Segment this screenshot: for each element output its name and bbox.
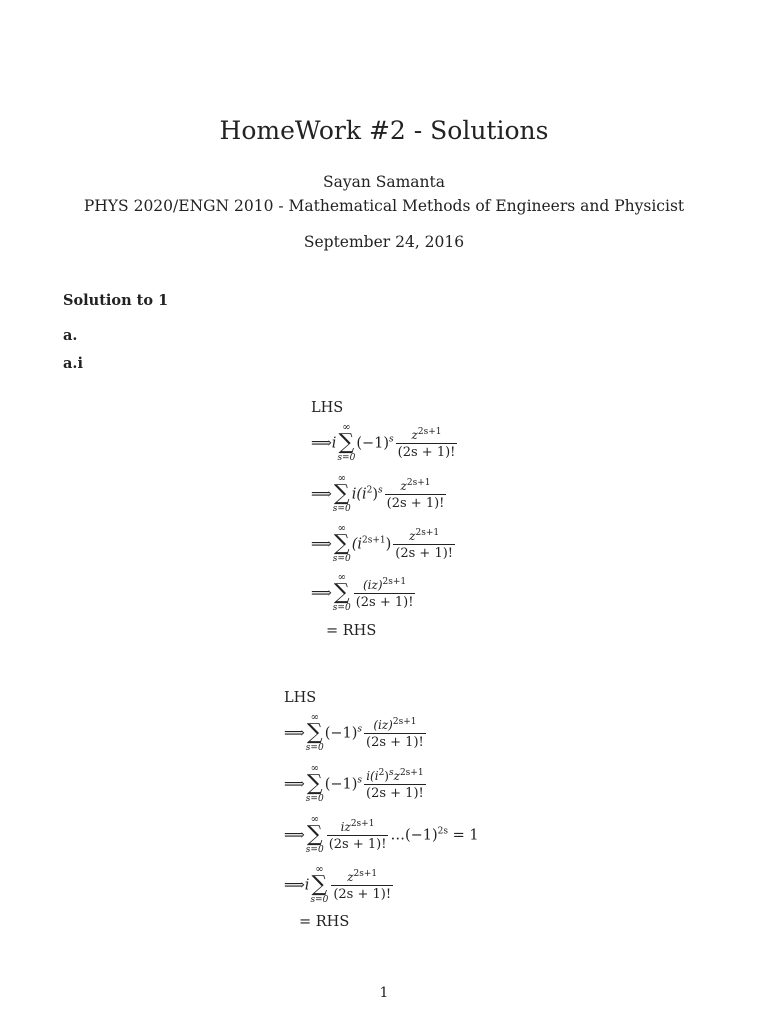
summation-symbol: ∞ ∑ s=0 [332,572,351,613]
implies-symbol: ⟹ [284,877,305,894]
implies-symbol: ⟹ [284,827,305,844]
summation-symbol: ∞ ∑ s=0 [337,422,356,463]
factor: (−1) [324,776,358,793]
derivation2-step4 [284,865,395,906]
summation-symbol: ∞ ∑ s=0 [305,763,324,804]
derivation1-step3: ⟹ ∞ ∑ s=0 $(i^{2s+1})$ $\frac{z^{2s+1}}{(2s + 1)!}$ [311,523,454,564]
implies-symbol: ⟹ [284,776,305,793]
summation-symbol: ∞ ∑ s=0 [332,473,351,514]
implies-symbol: ⟹ [284,725,305,742]
derivation2-step1: ⟹ ∞ ∑ s=0 $(-1)^s$ $\frac{(iz)^{2s+1}}{(2s + 1)!}$ [284,712,424,753]
fraction: $\frac{i(i^2)^sz^{2s+1}}{(2s + 1)!}$ [366,768,424,801]
factor: (−1) [356,435,390,452]
derivation2-step3: ⟹ ∞ ∑ s=0 $\frac{iz^{2s+1}}{(2s + 1)!}$ $\dots(-1)^{2s} = 1$ [284,814,479,855]
summation-symbol: ∞ ∑ s=0 [332,523,351,564]
tail-factor: …(−1) [390,827,438,844]
factor: (−1) [324,725,358,742]
part-ai-heading: a.i [63,355,83,372]
derivation1-step2: ⟹ ∞ ∑ s=0 $i(i^2)^s$ $\frac{z^{2s+1}}{(2s + 1)!}$ [311,473,445,514]
fraction: $\frac{z^{2s+1}}{(2s + 1)!}$ [397,427,456,460]
factor: (i [351,536,362,553]
implies-symbol: ⟹ [311,536,332,553]
derivation2-lhs: LHS [284,690,317,706]
fraction: $\frac{z^{2s+1}}{(2s + 1)!}$ [386,478,445,511]
course-name: PHYS 2020/ENGN 2010 - Mathematical Methods of Engineers and Physicist [83,197,685,215]
implies-symbol: ⟹ [311,585,332,602]
fraction: $\frac{iz^{2s+1}}{(2s + 1)!}$ [328,819,387,852]
fraction: $\frac{(iz)^{2s+1}}{(2s + 1)!}$ [355,577,414,610]
imag-unit: i [331,435,337,452]
summation-symbol: ∞ ∑ s=0 [305,814,324,855]
implies-symbol: ⟹ [311,435,332,452]
fraction: $\frac{z^{2s+1}}{(2s + 1)!}$ [333,869,392,902]
summation-symbol: ∞ ∑ s=0 [310,864,329,905]
author-name: Sayan Samanta [322,173,446,191]
summation-symbol: ∞ ∑ s=0 [305,712,324,753]
page-number: 1 [379,985,389,1001]
derivation1-rhs: = RHS [326,623,377,639]
derivation1-step1: ⟹i ∞ ∑ s=0 $(-1)^s$ $\frac{z^{2s+1}}{(2s + 1)!}$ [311,422,456,463]
fraction: $\frac{(iz)^{2s+1}}{(2s + 1)!}$ [366,717,424,750]
document-date: September 24, 2016 [303,233,465,251]
factor: i(i [351,486,367,503]
fraction: $\frac{z^{2s+1}}{(2s + 1)!}$ [395,528,454,561]
derivation2-step2: ⟹ ∞ ∑ s=0 $(-1)^s$ $\frac{i(i^2)^sz^{2s+1}}{(2s + 1)!}$ [284,763,424,804]
implies-symbol: ⟹ [311,486,332,503]
derivation1-lhs: LHS [311,400,344,416]
derivation2-rhs: = RHS [299,914,350,930]
part-a-heading: a. [63,327,78,344]
solution-heading: Solution to 1 [63,292,169,309]
document-title: HomeWork #2 - Solutions [219,116,549,145]
derivation1-step4 [311,573,417,614]
imag-unit: i [304,877,310,894]
